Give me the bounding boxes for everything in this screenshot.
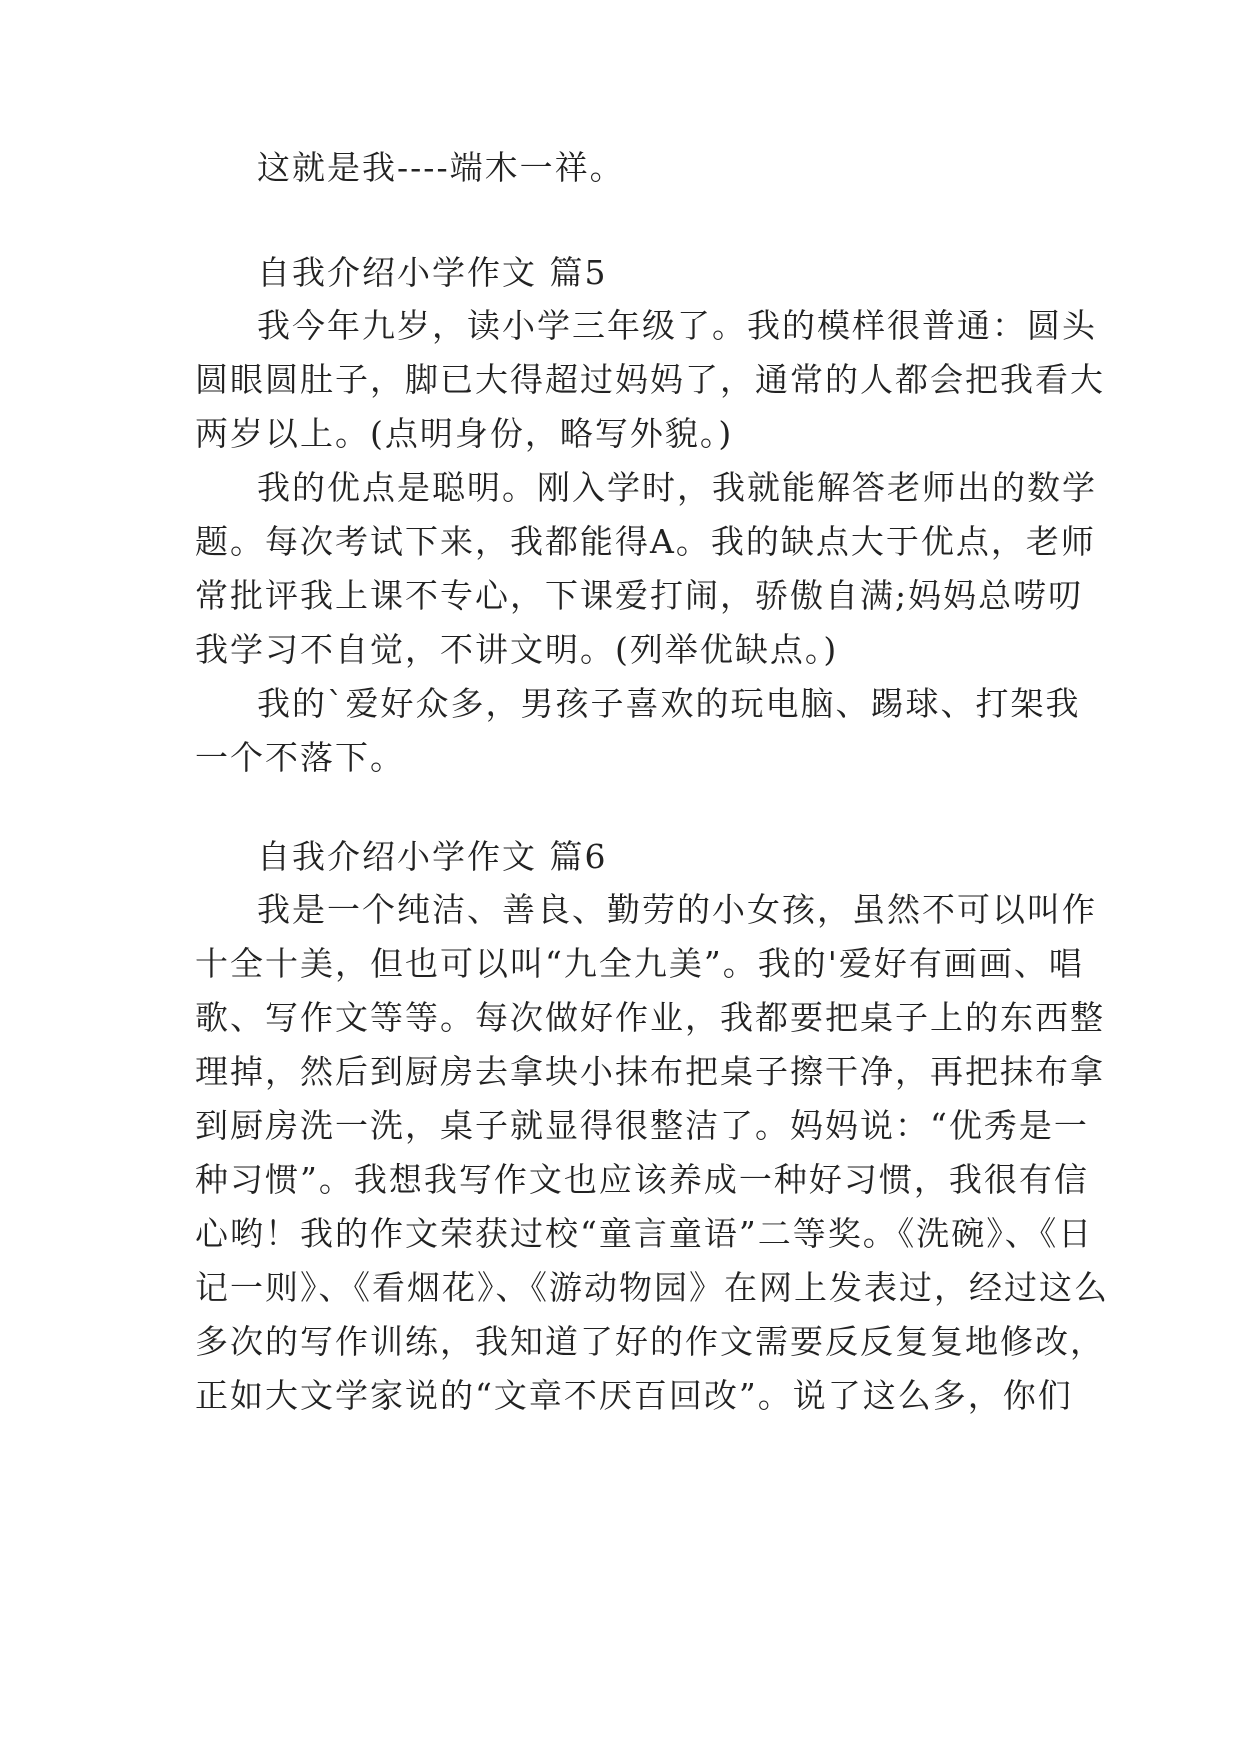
- section-6-line: 到厨房洗一洗，桌子就显得很整洁了。妈妈说：“优秀是一: [195, 1106, 1089, 1145]
- section-6-line: 记一则》、《看烟花》、《游动物园》在网上发表过，经过这么: [195, 1268, 1109, 1307]
- section-6-line: 我是一个纯洁、善良、勤劳的小女孩，虽然不可以叫作: [257, 890, 1097, 929]
- section-6-line: 十全十美，但也可以叫“九全九美”。我的'爱好有画画、唱: [195, 944, 1084, 983]
- section-5-line: 我的`爱好众多，男孩子喜欢的玩电脑、踢球、打架我: [257, 684, 1081, 723]
- section-5-line: 我的优点是聪明。刚入学时，我就能解答老师出的数学: [257, 468, 1097, 507]
- section-6-line: 正如大文学家说的“文章不厌百回改”。说了这么多，你们: [195, 1376, 1073, 1415]
- section-6-line: 歌、写作文等等。每次做好作业，我都要把桌子上的东西整: [195, 998, 1105, 1037]
- section-6-line: 种习惯”。我想我写作文也应该养成一种好习惯，我很有信: [195, 1160, 1089, 1199]
- section-5-line: 我今年九岁，读小学三年级了。我的模样很普通：圆头: [257, 306, 1097, 345]
- section-6-line: 多次的写作训练，我知道了好的作文需要反反复复地修改，: [195, 1322, 1105, 1361]
- section-5-line: 常批评我上课不专心，下课爱打闹，骄傲自满;妈妈总唠叨: [195, 576, 1084, 615]
- section-6-line: 理掉，然后到厨房去拿块小抹布把桌子擦干净，再把抹布拿: [195, 1052, 1105, 1091]
- section-5-heading: 自我介绍小学作文 篇5: [257, 253, 608, 292]
- section-5-line: 两岁以上。(点明身份，略写外貌。): [195, 414, 734, 453]
- section-5-line: 题。每次考试下来，我都能得A。我的缺点大于优点，老师: [195, 522, 1096, 561]
- section-5-line: 我学习不自觉，不讲文明。(列举优缺点。): [195, 630, 839, 669]
- closing-line: 这就是我----端木一祥。: [257, 148, 625, 187]
- section-6-line: 心哟！我的作文荣获过校“童言童语”二等奖。《洗碗》、《日: [195, 1214, 1094, 1253]
- section-6-heading: 自我介绍小学作文 篇6: [257, 837, 608, 876]
- section-5-line: 一个不落下。: [195, 738, 405, 777]
- section-5-line: 圆眼圆肚子，脚已大得超过妈妈了，通常的人都会把我看大: [195, 360, 1105, 399]
